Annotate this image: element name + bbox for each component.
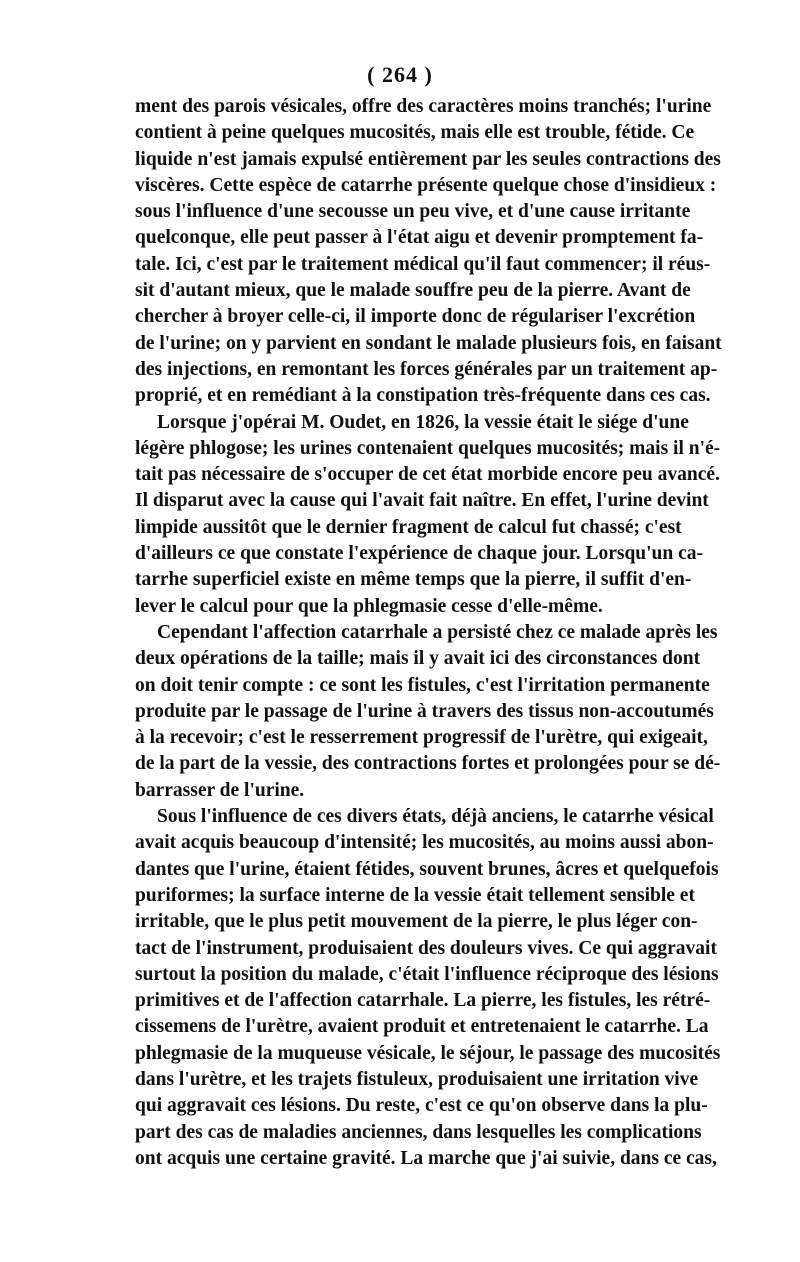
paragraph xyxy=(135,620,721,804)
text-line: lever le calcul pour que la phlegmasie cesse d'elle-même. xyxy=(135,595,603,617)
paragraph xyxy=(135,804,721,1172)
text-line: viscères. Cette espèce de catarrhe présente quelque chose d'insidieux : xyxy=(135,174,717,196)
text-line: dantes que l'urine, étaient fétides, souvent brunes, âcres et quelquefois xyxy=(135,858,719,880)
text-line: légère phlogose; les urines contenaient quelques mucosités; mais il n'é- xyxy=(135,437,721,459)
text-line: quelconque, elle peut passer à l'état aigu et devenir promptement fa- xyxy=(135,227,704,249)
body-text xyxy=(135,94,722,1172)
text-line: à la recevoir; c'est le resserrement progressif de l'urètre, qui exigeait, xyxy=(135,727,708,749)
text-line: surtout la position du malade, c'était l'influence réciproque des lésions xyxy=(135,963,719,985)
text-line: ont acquis une certaine gravité. La marche que j'ai suivie, dans ce cas, xyxy=(135,1147,717,1169)
paragraph xyxy=(135,410,721,620)
text-line: qui aggravait ces lésions. Du reste, c'est ce qu'on observe dans la plu- xyxy=(135,1095,708,1117)
text-line: d'ailleurs ce que constate l'expérience de chaque jour. Lorsqu'un ca- xyxy=(135,543,704,565)
text-line: Sous l'influence de ces divers états, déjà anciens, le catarrhe vésical xyxy=(157,806,714,828)
text-line: tait pas nécessaire de s'occuper de cet état morbide encore peu avancé. xyxy=(135,464,720,486)
text-line: barrasser de l'urine. xyxy=(135,779,305,801)
text-line: avait acquis beaucoup d'intensité; les mucosités, au moins aussi abon- xyxy=(135,832,714,854)
text-line: irritable, que le plus petit mouvement de la pierre, le plus léger con- xyxy=(135,911,698,933)
paragraph xyxy=(135,94,722,410)
text-line: sit d'autant mieux, que le malade souffre peu de la pierre. Avant de xyxy=(135,280,691,302)
text-line: tale. Ici, c'est par le traitement médical qu'il faut commencer; il réus- xyxy=(135,253,711,275)
text-line: tact de l'instrument, produisaient des douleurs vives. Ce qui aggravait xyxy=(135,937,717,959)
text-line: phlegmasie de la muqueuse vésicale, le séjour, le passage des mucosités xyxy=(135,1042,721,1064)
text-line: de la part de la vessie, des contractions fortes et prolongées pour se dé- xyxy=(135,753,721,775)
text-line: liquide n'est jamais expulsé entièrement par les seules contractions des xyxy=(135,148,721,170)
text-line: contient à peine quelques mucosités, mais elle est trouble, fétide. Ce xyxy=(135,122,695,144)
text-line: deux opérations de la taille; mais il y avait ici des circonstances dont xyxy=(135,648,701,670)
text-line: cissemens de l'urètre, avaient produit et entretenaient le catarrhe. La xyxy=(135,1016,709,1038)
text-line: part des cas de maladies anciennes, dans lesquelles les complications xyxy=(135,1121,702,1143)
text-line: Lorsque j'opérai M. Oudet, en 1826, la vessie était le siége d'une xyxy=(157,411,689,433)
page-number: ( 264 ) xyxy=(367,62,433,87)
text-line: Cependant l'affection catarrhale a persisté chez ce malade après les xyxy=(157,621,718,643)
text-line: des injections, en remontant les forces générales par un traitement ap- xyxy=(135,358,718,380)
text-line: proprié, et en remédiant à la constipation très-fréquente dans ces cas. xyxy=(135,385,711,407)
text-line: primitives et de l'affection catarrhale. La pierre, les fistules, les rétré- xyxy=(135,990,711,1012)
text-line: dans l'urètre, et les trajets fistuleux, produisaient une irritation vive xyxy=(135,1068,699,1090)
text-line: on doit tenir compte : ce sont les fistules, c'est l'irritation permanente xyxy=(135,674,710,696)
text-line: Il disparut avec la cause qui l'avait fait naître. En effet, l'urine devint xyxy=(135,490,709,512)
text-line: ment des parois vésicales, offre des caractères moins tranchés; l'urine xyxy=(135,96,712,117)
text-line: chercher à broyer celle-ci, il importe donc de régulariser l'excrétion xyxy=(135,306,696,328)
text-line: de l'urine; on y parvient en sondant le malade plusieurs fois, en faisant xyxy=(135,332,722,354)
text-line: produite par le passage de l'urine à travers des tissus non-accoutumés xyxy=(135,700,714,722)
text-line: limpide aussitôt que le dernier fragment de calcul fut chassé; c'est xyxy=(135,516,682,538)
text-line: puriformes; la surface interne de la vessie était tellement sensible et xyxy=(135,884,695,906)
text-line: tarrhe superficiel existe en même temps que la pierre, il suffit d'en- xyxy=(135,569,692,591)
text-line: sous l'influence d'une secousse un peu vive, et d'une cause irritante xyxy=(135,201,691,223)
